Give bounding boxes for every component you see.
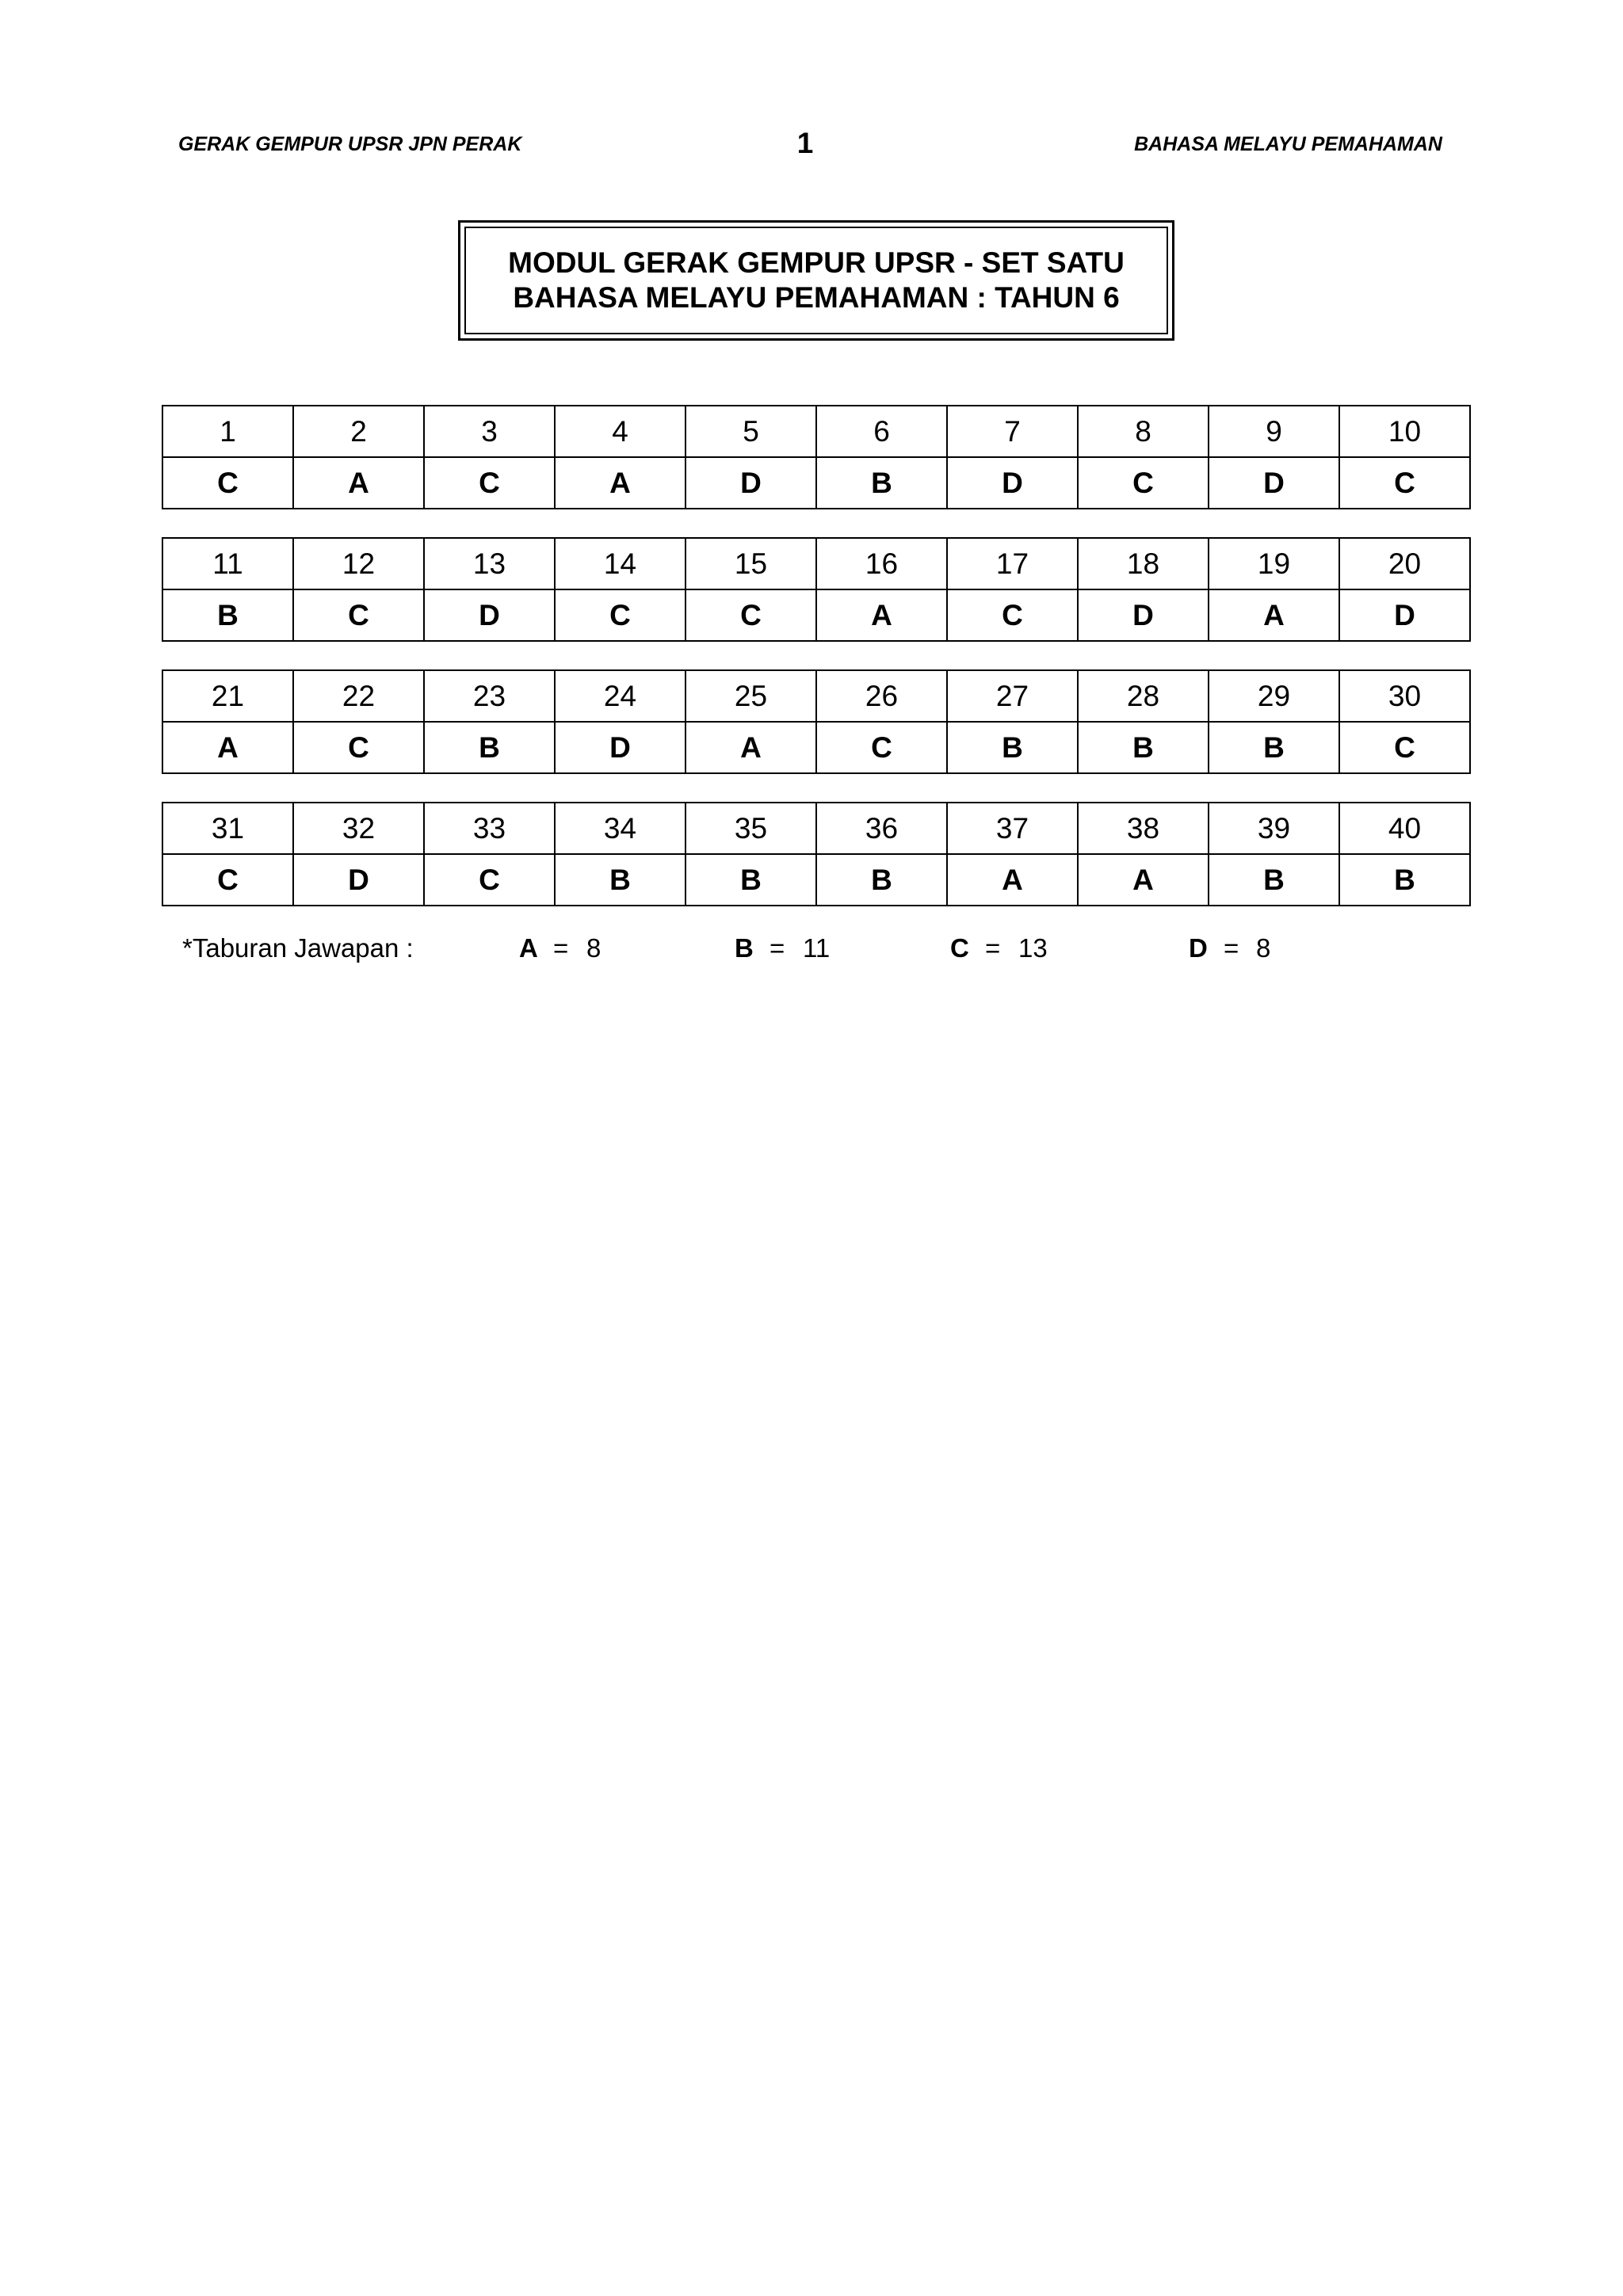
question-number: 22 (293, 670, 424, 722)
distribution-count-c: 13 (1018, 933, 1048, 963)
header-left-text: GERAK GEMPUR UPSR JPN PERAK (178, 133, 522, 155)
question-number: 16 (816, 538, 947, 589)
answer-row (162, 854, 1470, 906)
distribution-key-c: C (950, 933, 969, 963)
question-number: 36 (816, 803, 947, 854)
distribution-count-b: 11 (803, 933, 831, 963)
question-number: 13 (424, 538, 555, 589)
answer-letter: B (1209, 854, 1339, 906)
answer-letter: C (816, 722, 947, 773)
question-number: 7 (947, 406, 1078, 457)
answer-letter: D (555, 722, 685, 773)
question-number: 31 (162, 803, 293, 854)
answer-letter: C (947, 589, 1078, 641)
header-right-text: BAHASA MELAYU PEMAHAMAN (1134, 133, 1442, 155)
distribution-key-a: A (519, 933, 538, 963)
question-number: 1 (162, 406, 293, 457)
answer-letter: A (816, 589, 947, 641)
answer-table-2 (162, 537, 1471, 642)
answer-letter: C (293, 722, 424, 773)
answer-letter: C (685, 589, 816, 641)
answer-letter: B (1078, 722, 1209, 773)
distribution-count-a: 8 (586, 933, 601, 963)
question-number-row (162, 406, 1470, 457)
answer-letter: B (816, 457, 947, 509)
title-line-1: MODUL GERAK GEMPUR UPSR - SET SATU (508, 246, 1125, 279)
question-number: 39 (1209, 803, 1339, 854)
title-line-2: BAHASA MELAYU PEMAHAMAN : TAHUN 6 (513, 281, 1120, 314)
answer-letter: D (1339, 589, 1470, 641)
answer-letter: A (1078, 854, 1209, 906)
answer-letter: A (555, 457, 685, 509)
question-number: 20 (1339, 538, 1470, 589)
question-number: 19 (1209, 538, 1339, 589)
answer-letter: D (1078, 589, 1209, 641)
answer-table-4 (162, 802, 1471, 906)
question-number: 21 (162, 670, 293, 722)
distribution-eq-b: = (769, 933, 785, 963)
answer-letter: B (1209, 722, 1339, 773)
question-number: 38 (1078, 803, 1209, 854)
answer-letter: C (1339, 722, 1470, 773)
answer-letter: A (162, 722, 293, 773)
answer-distribution (182, 933, 1466, 968)
answer-letter: A (685, 722, 816, 773)
answer-letter: D (1209, 457, 1339, 509)
answer-row (162, 457, 1470, 509)
question-number: 24 (555, 670, 685, 722)
answer-letter: C (293, 589, 424, 641)
question-number-row (162, 538, 1470, 589)
answer-letter: D (947, 457, 1078, 509)
question-number: 10 (1339, 406, 1470, 457)
distribution-eq-d: = (1224, 933, 1239, 963)
question-number: 26 (816, 670, 947, 722)
answer-letter: B (424, 722, 555, 773)
question-number: 37 (947, 803, 1078, 854)
answer-letter: C (555, 589, 685, 641)
distribution-eq-c: = (985, 933, 1001, 963)
question-number: 14 (555, 538, 685, 589)
question-number: 5 (685, 406, 816, 457)
answer-letter: B (816, 854, 947, 906)
distribution-count-d: 8 (1256, 933, 1271, 963)
answer-row (162, 589, 1470, 641)
answer-letter: B (162, 589, 293, 641)
question-number: 6 (816, 406, 947, 457)
answer-letter: B (685, 854, 816, 906)
answer-letter: A (1209, 589, 1339, 641)
question-number: 33 (424, 803, 555, 854)
answer-letter: A (947, 854, 1078, 906)
answer-letter: D (685, 457, 816, 509)
question-number: 29 (1209, 670, 1339, 722)
question-number: 30 (1339, 670, 1470, 722)
question-number: 12 (293, 538, 424, 589)
question-number: 40 (1339, 803, 1470, 854)
answer-letter: A (293, 457, 424, 509)
title-box-inner (464, 227, 1168, 334)
answer-letter: C (424, 457, 555, 509)
answer-letter: B (947, 722, 1078, 773)
question-number: 3 (424, 406, 555, 457)
question-number: 9 (1209, 406, 1339, 457)
answer-letter: C (1339, 457, 1470, 509)
question-number: 4 (555, 406, 685, 457)
question-number: 34 (555, 803, 685, 854)
answer-letter: D (293, 854, 424, 906)
question-number: 8 (1078, 406, 1209, 457)
answer-letter: D (424, 589, 555, 641)
question-number: 28 (1078, 670, 1209, 722)
question-number: 32 (293, 803, 424, 854)
distribution-key-b: B (735, 933, 754, 963)
question-number-row (162, 670, 1470, 722)
answer-letter: B (1339, 854, 1470, 906)
distribution-key-d: D (1189, 933, 1208, 963)
answer-letter: C (162, 457, 293, 509)
question-number: 11 (162, 538, 293, 589)
question-number: 27 (947, 670, 1078, 722)
distribution-label: *Taburan Jawapan : (182, 933, 414, 963)
question-number: 2 (293, 406, 424, 457)
question-number: 18 (1078, 538, 1209, 589)
answer-row (162, 722, 1470, 773)
question-number: 15 (685, 538, 816, 589)
question-number-row (162, 803, 1470, 854)
question-number: 17 (947, 538, 1078, 589)
question-number: 23 (424, 670, 555, 722)
page-number: 1 (796, 127, 814, 159)
answer-table-3 (162, 669, 1471, 774)
answer-letter: C (1078, 457, 1209, 509)
distribution-eq-a: = (553, 933, 569, 963)
answer-letter: C (424, 854, 555, 906)
title-box (458, 220, 1174, 341)
question-number: 25 (685, 670, 816, 722)
answer-letter: C (162, 854, 293, 906)
answer-letter: B (555, 854, 685, 906)
question-number: 35 (685, 803, 816, 854)
answer-table-1 (162, 405, 1471, 509)
